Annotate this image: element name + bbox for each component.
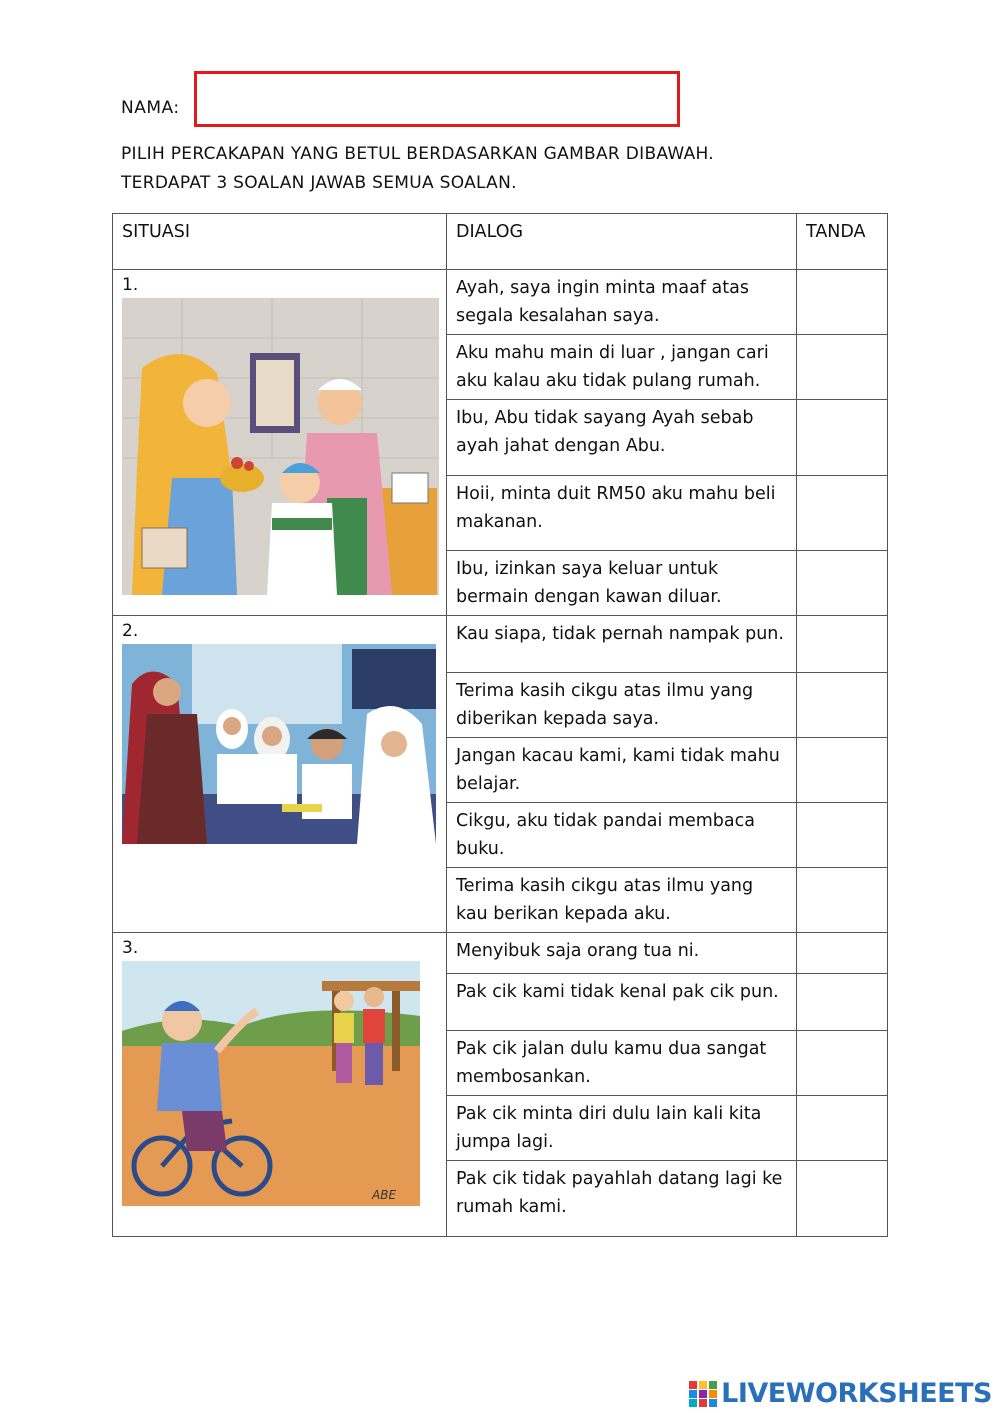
q1-row-1: [113, 270, 888, 335]
tanda-checkbox[interactable]: [797, 974, 888, 1031]
liveworksheets-logo: [689, 1378, 992, 1409]
tanda-checkbox[interactable]: [797, 400, 888, 476]
tanda-checkbox[interactable]: [797, 933, 888, 974]
header-row: [113, 214, 888, 270]
tanda-checkbox[interactable]: [797, 673, 888, 738]
q2-row-1: [113, 616, 888, 673]
svg-text:ABE: ABE: [372, 1188, 397, 1202]
old-man-bicycle-cartoon: [122, 961, 420, 1206]
dialog-cell: Aku mahu main di luar , jangan cari aku kalau aku tidak pulang rumah.: [447, 335, 797, 400]
situation-cell-1: [113, 270, 447, 616]
question-number: 3.: [122, 938, 139, 958]
question-number: 1.: [122, 275, 139, 295]
tanda-checkbox[interactable]: [797, 551, 888, 616]
column-header-tanda: TANDA: [797, 214, 888, 270]
tanda-checkbox[interactable]: [797, 616, 888, 673]
dialog-cell: Ibu, izinkan saya keluar untuk bermain dengan kawan diluar.: [447, 551, 797, 616]
tanda-checkbox[interactable]: [797, 476, 888, 551]
dialog-cell: Terima kasih cikgu atas ilmu yang kau berikan kepada aku.: [447, 868, 797, 933]
teacher-students-photo: [122, 644, 436, 844]
column-header-dialog: DIALOG: [447, 214, 797, 270]
name-label: NAMA:: [121, 98, 180, 118]
dialog-cell: Menyibuk saja orang tua ni.: [447, 933, 797, 974]
dialog-cell: Pak cik jalan dulu kamu dua sangat membosankan.: [447, 1031, 797, 1096]
dialog-cell: Cikgu, aku tidak pandai membaca buku.: [447, 803, 797, 868]
question-number: 2.: [122, 621, 139, 641]
tanda-checkbox[interactable]: [797, 335, 888, 400]
dialog-cell: Terima kasih cikgu atas ilmu yang diberikan kepada saya.: [447, 673, 797, 738]
dialog-cell: Pak cik kami tidak kenal pak cik pun.: [447, 974, 797, 1031]
tanda-checkbox[interactable]: [797, 1096, 888, 1161]
tanda-checkbox[interactable]: [797, 738, 888, 803]
worksheet-table: [112, 213, 888, 1237]
column-header-situasi: SITUASI: [113, 214, 447, 270]
dialog-cell: Pak cik minta diri dulu lain kali kita jumpa lagi.: [447, 1096, 797, 1161]
tanda-checkbox[interactable]: [797, 1161, 888, 1237]
situation-cell-2: [113, 616, 447, 933]
dialog-cell: Jangan kacau kami, kami tidak mahu belajar.: [447, 738, 797, 803]
name-input[interactable]: [194, 71, 680, 127]
q3-row-1: [113, 933, 888, 974]
dialog-cell: Hoii, minta duit RM50 aku mahu beli makanan.: [447, 476, 797, 551]
liveworksheets-logo-icon: [689, 1381, 717, 1407]
dialog-cell: Ibu, Abu tidak sayang Ayah sebab ayah jahat dengan Abu.: [447, 400, 797, 476]
brand-text: LIVEWORKSHEETS: [721, 1378, 992, 1409]
tanda-checkbox[interactable]: [797, 868, 888, 933]
dialog-cell: Pak cik tidak payahlah datang lagi ke rumah kami.: [447, 1161, 797, 1237]
family-scene-illustration: [122, 298, 439, 595]
tanda-checkbox[interactable]: [797, 803, 888, 868]
tanda-checkbox[interactable]: [797, 270, 888, 335]
tanda-checkbox[interactable]: [797, 1031, 888, 1096]
dialog-cell: Kau siapa, tidak pernah nampak pun.: [447, 616, 797, 673]
situation-cell-3: [113, 933, 447, 1237]
dialog-cell: Ayah, saya ingin minta maaf atas segala kesalahan saya.: [447, 270, 797, 335]
instruction-line-2: TERDAPAT 3 SOALAN JAWAB SEMUA SOALAN.: [121, 173, 517, 193]
instruction-line-1: PILIH PERCAKAPAN YANG BETUL BERDASARKAN GAMBAR DIBAWAH.: [121, 144, 715, 164]
